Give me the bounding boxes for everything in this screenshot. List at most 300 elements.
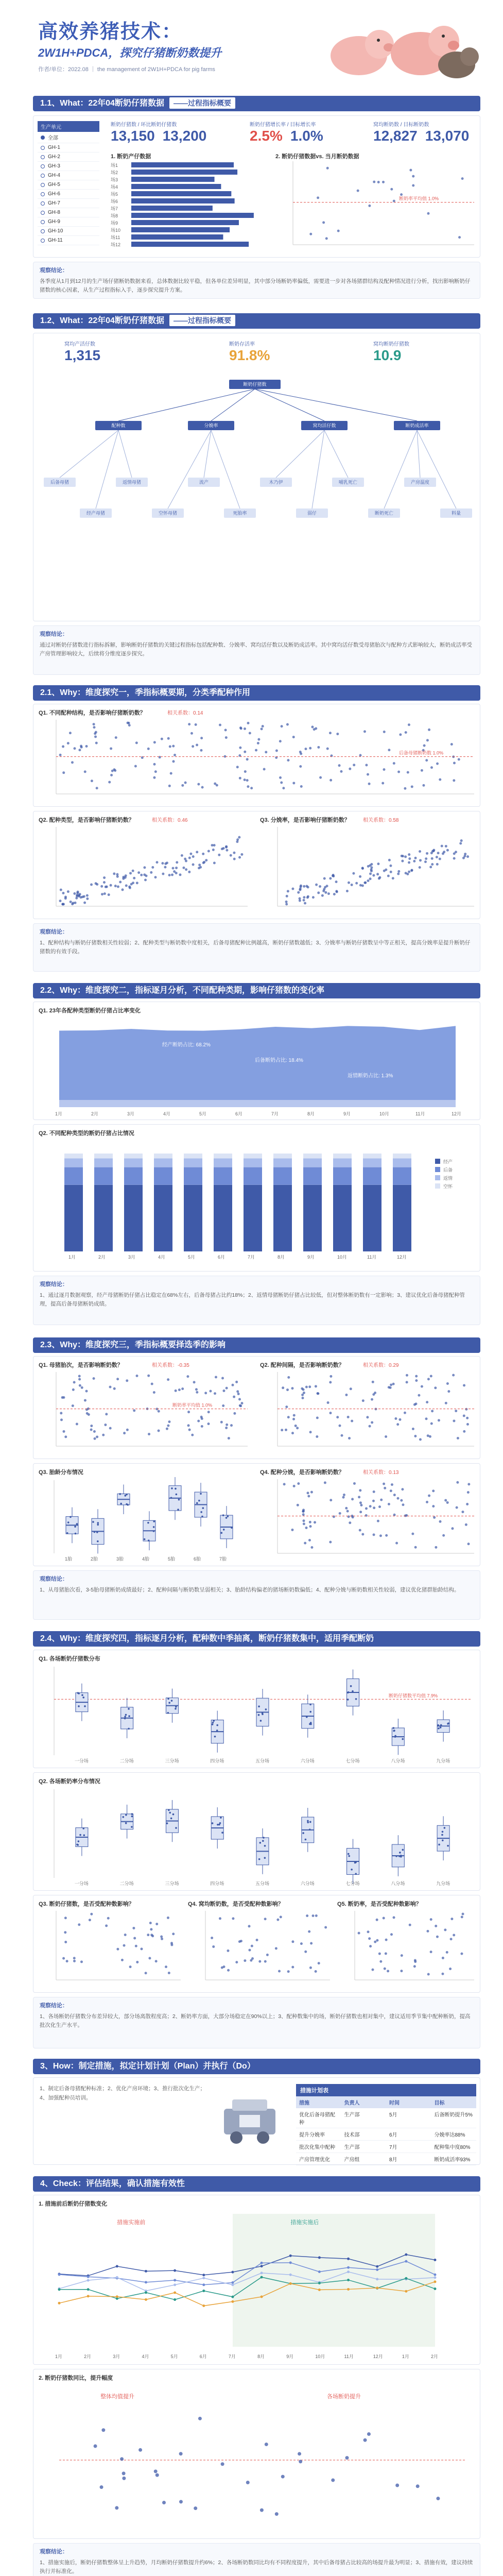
stacked-bar-segment (333, 1185, 352, 1251)
scatter-point (257, 738, 260, 741)
unit-filter-item[interactable] (38, 236, 99, 245)
scatter-point (93, 1430, 96, 1433)
scatter-point (369, 872, 372, 875)
measures-cell: 提升分娩率 (299, 2132, 325, 2138)
section-5-note-title: 观察结论： (40, 1576, 68, 1582)
scatter-point (212, 1945, 215, 1948)
scatter-point (303, 899, 305, 902)
category-tick-label: 三分场 (165, 1881, 179, 1886)
scatter-point (360, 1504, 362, 1506)
scatter-point (122, 888, 124, 891)
scatter-point (401, 1488, 404, 1490)
radio-icon[interactable] (41, 239, 45, 243)
scatter-point (410, 869, 413, 872)
scatter-point (155, 1923, 158, 1925)
category-tick-label: 7胎 (219, 1556, 227, 1562)
s5-q2-scatter (260, 1370, 476, 1456)
scatter-point (436, 1936, 439, 1938)
scatter-point (191, 1434, 194, 1436)
box-point (214, 1736, 216, 1738)
scatter-point (155, 861, 158, 863)
box-point (438, 1844, 440, 1846)
scatter-point (436, 762, 439, 765)
scatter-point (71, 761, 74, 764)
radio-icon[interactable] (41, 211, 45, 215)
radio-icon[interactable] (41, 183, 45, 187)
scatter-point (300, 885, 302, 887)
scatter-point (165, 1965, 167, 1968)
box-point (347, 1699, 349, 1701)
box-point (309, 1704, 311, 1706)
box-point (220, 1817, 222, 1819)
scatter-point (158, 1410, 160, 1413)
box-point (262, 1840, 264, 1842)
stacked-bar-segment (393, 1154, 411, 1159)
radio-icon[interactable] (41, 155, 45, 159)
scatter-point (215, 1376, 217, 1378)
scatter-point (110, 747, 112, 750)
scatter-point (462, 1913, 464, 1916)
box-point (128, 1728, 130, 1730)
dot-point (221, 2462, 224, 2466)
scatter-point (235, 1381, 238, 1383)
tree-edge (384, 430, 417, 509)
scatter-point (282, 1386, 284, 1389)
tree-edge (168, 430, 211, 509)
scatter-point (436, 863, 439, 866)
scatter-point (222, 1404, 224, 1407)
scatter-point (370, 870, 373, 872)
tree-edge (96, 430, 118, 509)
scatter-point (427, 1973, 430, 1975)
unit-filter-label: GH-2 (48, 154, 60, 160)
scatter-point (305, 1386, 308, 1388)
scatter-point (414, 1546, 417, 1549)
stacked-bar-segment (124, 1185, 143, 1251)
scatter-point (388, 1386, 390, 1388)
kpi-avg-label: 窝均断奶数 / 目标断奶数 (373, 122, 429, 128)
scatter-point (83, 902, 86, 904)
scatter-point (109, 1427, 112, 1430)
scatter-point (248, 1949, 251, 1952)
box-point (213, 1720, 215, 1722)
s4-stacked-bar-chart (39, 1138, 476, 1269)
box-point (175, 1708, 177, 1710)
scatter-point (304, 1542, 306, 1545)
scatter-point (84, 770, 86, 773)
radio-icon[interactable] (41, 174, 45, 178)
month-tick-label: 9月 (343, 1111, 351, 1116)
scatter-point (442, 1957, 444, 1959)
scatter-point (214, 1392, 216, 1395)
stacked-bar-segment (154, 1159, 172, 1167)
radio-icon[interactable] (41, 135, 45, 140)
scatter-point (431, 857, 433, 860)
stacked-bar-segment (393, 1167, 411, 1185)
scatter-point (261, 727, 263, 730)
bar-category-label: 场3 (111, 177, 118, 182)
radio-icon[interactable] (41, 201, 45, 206)
measures-cell: 配种集中度80% (434, 2145, 471, 2150)
box-point (402, 1738, 404, 1740)
scatter-point (456, 1506, 458, 1509)
scatter-point (317, 891, 320, 894)
scatter-point (373, 1506, 375, 1509)
scatter-point (398, 1418, 401, 1421)
month-tick-label: 1月 (55, 1111, 63, 1116)
scatter-point (297, 1504, 299, 1506)
box-point (260, 1720, 262, 1722)
dot-point (162, 2501, 166, 2504)
unit-filter-label: GH-3 (48, 163, 60, 169)
box-point (221, 1832, 223, 1834)
tree-level2-node: 料量 (440, 509, 472, 518)
tree-edge (204, 430, 211, 478)
scatter-point (95, 731, 97, 734)
radio-icon[interactable] (41, 164, 45, 168)
scatter-point (186, 1375, 189, 1378)
legend-label: 后备 (443, 1167, 453, 1173)
hero-header (0, 0, 503, 108)
box-point (131, 1826, 133, 1828)
measures-cell: 产房管理优化 (299, 2157, 330, 2163)
scatter-point (369, 1505, 372, 1507)
scatter-point (175, 1389, 177, 1392)
scatter-point (283, 1483, 286, 1485)
s4-q1-title: Q1. 23年各配种类型断奶仔猪占比率变化 (39, 1008, 141, 1014)
scatter-point (319, 885, 321, 888)
scatter-point (150, 1928, 152, 1930)
scatter-point (336, 733, 339, 735)
tree-edge (417, 430, 456, 509)
page-title: 高效养猪技术： (38, 21, 183, 43)
scatter-point (105, 1413, 108, 1415)
unit-filter-item[interactable] (38, 171, 99, 180)
scatter-point (393, 1494, 396, 1496)
month-tick-label: 1月 (55, 2354, 63, 2359)
scatter-point (154, 876, 157, 878)
kpi2-a-value: 1,315 (64, 347, 101, 363)
scatter-point (292, 1418, 295, 1420)
scatter-point (372, 1969, 374, 1971)
s6-q4-title: Q4. 窝均断奶数，是否受配种数影响？ (188, 1901, 284, 1907)
before-tag: 措施实施前 (117, 2219, 146, 2226)
scatter-point (239, 777, 241, 779)
scatter-point (397, 771, 400, 773)
scatter-point (466, 855, 469, 858)
scatter-point (409, 169, 412, 172)
category-tick-label: 3胎 (116, 1556, 124, 1562)
scatter-point (329, 1375, 332, 1378)
box-point (124, 1718, 126, 1720)
radio-icon[interactable] (41, 192, 45, 196)
section-8-note-title: 观察结论： (40, 2549, 68, 2555)
box-point (122, 1816, 124, 1818)
scatter-point (404, 855, 407, 858)
bar-category-label: 场10 (111, 228, 121, 233)
radio-icon[interactable] (41, 220, 45, 224)
scatter-point (248, 1925, 251, 1927)
tree-edge (118, 389, 255, 421)
scatter-point (424, 860, 427, 863)
scatter-point (446, 1951, 448, 1954)
unit-filter-item[interactable] (38, 227, 99, 236)
stacked-bar-segment (154, 1154, 172, 1159)
scatter-point (291, 1387, 293, 1389)
bar (131, 170, 237, 175)
scatter-point (124, 876, 127, 879)
section-3-note-text: 1、配种结构与断奶仔猪数相关性较弱；2、配种类型与断奶数中度相关，后备母猪配种比例越高，断奶仔猪数越低；3、分娩率与断奶仔猪数呈中等正相关，提高分娩率是提升断奶仔猪数的有效手段。 (40, 940, 471, 955)
scatter-point (414, 1402, 417, 1405)
scatter-point (280, 1916, 282, 1918)
tree-level1-node: 分娩率 (188, 421, 234, 430)
scatter-point (132, 1927, 135, 1929)
box-point (78, 1692, 80, 1694)
scatter-point (465, 1408, 467, 1411)
box-point (79, 1834, 81, 1836)
scatter-point (182, 867, 185, 869)
scatter-point (79, 1384, 81, 1387)
box-point (212, 1822, 214, 1824)
box-point (217, 1824, 219, 1826)
scatter-point (383, 870, 386, 872)
scatter-point (340, 770, 342, 773)
scatter-point (69, 732, 72, 734)
mean-annotation: 断奶仔猪数平均值 7.9% (389, 1693, 438, 1699)
scatter-point (317, 196, 319, 199)
box-point (231, 1527, 233, 1529)
scatter-point (466, 1417, 469, 1419)
bar (131, 242, 249, 247)
scatter-point (148, 1957, 151, 1959)
scatter-point (377, 862, 379, 865)
scatter-point (233, 1396, 235, 1398)
measures-col-header: 时间 (389, 2100, 400, 2106)
stacked-bar-segment (333, 1154, 352, 1159)
section-4-card-2 (33, 1124, 480, 1272)
scatter-point (144, 879, 147, 882)
scatter-point (59, 754, 62, 756)
area-label: 返情断奶占比: 1.3% (348, 1073, 393, 1079)
scatter-point (303, 1522, 305, 1525)
scatter-point (351, 884, 353, 886)
month-tick-label: 10月 (315, 2354, 325, 2359)
scatter-point (292, 782, 295, 784)
s6-q3-scatter (39, 1909, 183, 1990)
scatter-point (402, 855, 404, 857)
s6-q5-title: Q5. 断奶率，是否受配种数影响？ (337, 1901, 422, 1907)
scatter-point (463, 1384, 465, 1387)
scatter-point (62, 1957, 65, 1960)
scatter-point (327, 892, 330, 895)
bar (131, 177, 215, 182)
scatter-point (392, 877, 394, 879)
section-8-note (33, 2543, 480, 2576)
scatter-point (317, 746, 320, 749)
scatter-point (306, 896, 309, 899)
scatter-point (463, 1430, 465, 1433)
tree-edge (312, 430, 324, 509)
scatter-point (409, 1924, 411, 1926)
scatter-point (346, 1510, 349, 1513)
scatter-point (198, 863, 201, 866)
scatter-point (244, 770, 247, 773)
scatter-point (211, 1937, 213, 1939)
stacked-bar-segment (214, 1185, 232, 1251)
scatter-point (62, 903, 64, 906)
section-5-card-2 (33, 1463, 480, 1566)
scatter-point (341, 1434, 343, 1437)
s3-q2-scatter (39, 825, 250, 917)
weaned-scatter-chart (275, 159, 476, 255)
scatter-point (203, 861, 205, 863)
tree-level2-node: 死胎率 (224, 509, 256, 518)
unit-filter-item[interactable] (38, 180, 99, 190)
scatter-point (228, 1437, 230, 1439)
scatter-point (315, 884, 318, 886)
scatter-point (213, 844, 216, 846)
unit-filter-item[interactable] (38, 208, 99, 217)
scatter-point (450, 743, 453, 745)
scatter-point (400, 1970, 403, 1972)
scatter-point (349, 1521, 351, 1524)
kpi-avg (373, 120, 476, 144)
unit-filter-label: GH-10 (48, 228, 63, 234)
unit-filter-item[interactable] (38, 217, 99, 227)
scatter-point (108, 781, 111, 784)
scatter-point (233, 852, 235, 854)
s5-q1-scatter (39, 1370, 250, 1456)
unit-filter-item[interactable] (38, 199, 99, 208)
section-7-label: 3、How：制定措施，拟定计划计划（Plan）并执行（Do） (40, 2062, 255, 2071)
scatter-point (64, 1931, 66, 1934)
radio-icon[interactable] (41, 229, 45, 233)
scatter-point (187, 1411, 190, 1413)
stacked-bar-segment (94, 1154, 113, 1159)
s6-q4-scatter (188, 1909, 332, 1990)
scatter-point (175, 867, 178, 869)
scatter-point (359, 1529, 361, 1532)
scatter-point (72, 1388, 75, 1391)
measures-cell: 技术部 (344, 2132, 360, 2138)
box-point (259, 1842, 261, 1844)
scatter-point (426, 739, 429, 741)
legend-swatch (435, 1183, 440, 1189)
scatter-point (297, 891, 300, 894)
scatter-point (240, 1940, 242, 1942)
scatter-point (201, 786, 204, 789)
scatter-point (442, 852, 444, 855)
scatter-point (376, 1939, 378, 1942)
scatter-point (238, 856, 241, 859)
scatter-point (418, 1394, 420, 1397)
scatter-point (149, 1922, 152, 1924)
box-point (264, 1845, 266, 1847)
scatter-point (436, 856, 438, 858)
scatter-point (293, 1414, 296, 1417)
scatter-point (176, 861, 178, 863)
unit-filter-item[interactable] (38, 152, 99, 162)
scatter-point (300, 1942, 303, 1945)
scatter-point (408, 857, 411, 860)
scatter-point (453, 779, 455, 782)
category-tick-label: 四分场 (210, 1881, 224, 1886)
scatter-point (219, 724, 221, 726)
unit-filter-item[interactable] (38, 143, 99, 152)
scatter-point (103, 892, 106, 895)
dot-point (94, 2444, 97, 2448)
category-tick-label: 五分场 (255, 1758, 270, 1764)
box-point (97, 1522, 99, 1524)
month-tick-label: 5月 (199, 1111, 207, 1116)
scatter-point (446, 1382, 449, 1385)
scatter-point (383, 731, 386, 733)
scatter-point (447, 1390, 450, 1393)
scatter-point (404, 787, 406, 790)
scatter-point (384, 1968, 386, 1970)
box-point (350, 1685, 352, 1687)
scatter-point (423, 744, 426, 747)
scatter-point (446, 1501, 449, 1504)
radio-icon[interactable] (41, 146, 45, 150)
scatter-point (78, 749, 81, 751)
section-1-header (33, 96, 480, 111)
box-point (167, 1712, 169, 1714)
s8-dot-chart (39, 2383, 476, 2536)
dot-point (120, 2457, 124, 2461)
month-tick-label: 7月 (248, 1255, 255, 1260)
tree-edge (324, 430, 348, 478)
measures-cell: 分娩率达88% (434, 2132, 465, 2138)
section-3-note (33, 923, 480, 972)
dot-point (154, 2469, 158, 2473)
unit-filter-item[interactable] (38, 162, 99, 171)
measures-cell: 7月 (389, 2145, 397, 2150)
box-point (262, 1713, 264, 1715)
bar-category-label: 场9 (111, 221, 118, 226)
scatter-point (388, 1503, 390, 1505)
dot-point (363, 2438, 367, 2442)
s5-q1-title: Q1. 母猪胎次，是否影响断奶数？ (39, 1362, 123, 1368)
dot-point (122, 2471, 126, 2475)
box-point (442, 1839, 444, 1841)
scatter-point (383, 1483, 385, 1485)
scatter-point (167, 1425, 169, 1427)
bar (131, 234, 223, 240)
bar-category-label: 场5 (111, 192, 118, 197)
section-6-note-title: 观察结论： (40, 2003, 68, 2009)
scatter-point (413, 1965, 416, 1968)
scatter-point (324, 1481, 326, 1484)
box-point (355, 1873, 357, 1875)
month-tick-label: 3月 (128, 1255, 136, 1260)
scatter-point (388, 859, 391, 861)
section-6-label: 2.4、Why：维度探究四，指标逐月分析，配种数中季抽离，断奶仔猪数集中，适用季配断奶 (40, 1634, 374, 1643)
scatter-point (103, 881, 106, 884)
scatter-point (432, 1489, 435, 1492)
mean-annotation: 断奶率平均值 1.0% (172, 1402, 213, 1408)
scatter-point (297, 1482, 300, 1485)
unit-filter-item[interactable] (38, 132, 99, 143)
scatter-point (324, 886, 326, 889)
scatter-point (430, 852, 433, 854)
scatter-point (411, 1533, 414, 1535)
scatter-point (385, 1939, 388, 1941)
scatter-point (458, 236, 461, 239)
unit-filter-item[interactable] (38, 190, 99, 199)
scatter-point (166, 1428, 168, 1430)
area-label: 经产断奶占比: 68.2% (162, 1042, 211, 1048)
